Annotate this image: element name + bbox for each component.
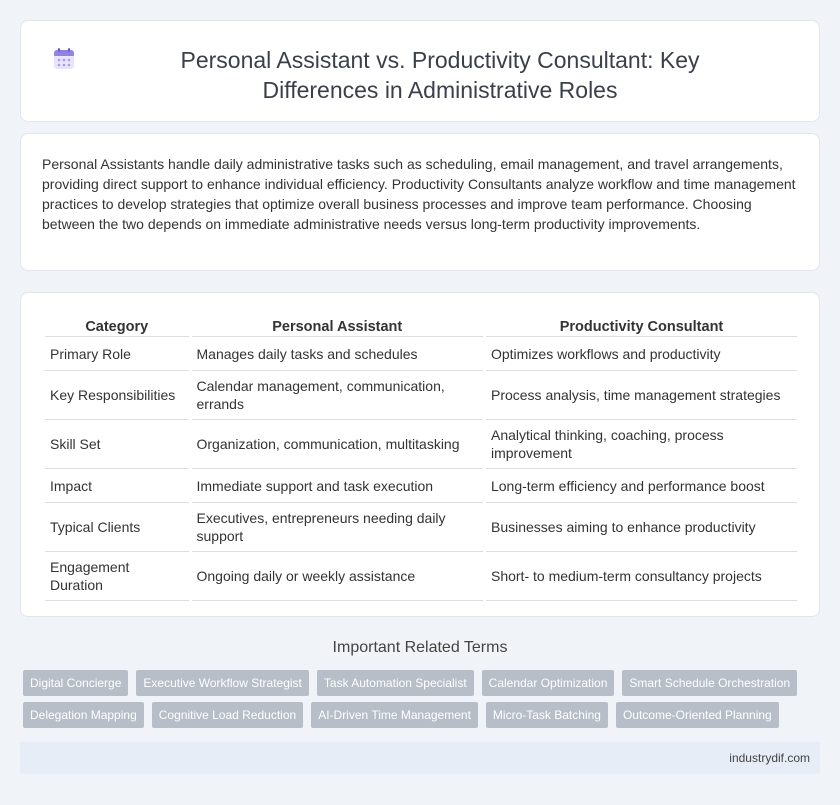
related-term-tag[interactable]: Delegation Mapping: [23, 702, 144, 728]
table-cell: Engagement Duration: [45, 552, 189, 601]
related-term-tag[interactable]: AI-Driven Time Management: [311, 702, 478, 728]
table-cell: Immediate support and task execution: [192, 469, 483, 503]
table-cell: Process analysis, time management strategies: [486, 371, 797, 420]
footer-site-link[interactable]: industrydif.com: [729, 751, 810, 765]
table-cell: Skill Set: [45, 420, 189, 469]
table-row: [45, 371, 797, 420]
related-terms-list: [23, 670, 813, 734]
table-row: [45, 503, 797, 552]
header-card: [20, 20, 820, 122]
related-term-tag[interactable]: Digital Concierge: [23, 670, 128, 696]
related-term-tag[interactable]: Outcome-Oriented Planning: [616, 702, 779, 728]
related-term-tag[interactable]: Executive Workflow Strategist: [136, 670, 309, 696]
table-row: [45, 469, 797, 503]
table-cell: Primary Role: [45, 337, 189, 371]
table-cell: Calendar management, communication, errands: [192, 371, 483, 420]
table-header-row: [45, 315, 797, 337]
table-cell: Organization, communication, multitasking: [192, 420, 483, 469]
table-row: [45, 552, 797, 601]
table-cell: Manages daily tasks and schedules: [192, 337, 483, 371]
table-cell: Long-term efficiency and performance boost: [486, 469, 797, 503]
table-cell: Short- to medium-term consultancy projects: [486, 552, 797, 601]
table-cell: Executives, entrepreneurs needing daily support: [192, 503, 483, 552]
related-terms-title: Important Related Terms: [332, 639, 508, 656]
comparison-table-card: [20, 292, 820, 617]
table-cell: Optimizes workflows and productivity: [486, 337, 797, 371]
column-header: Productivity Consultant: [486, 315, 797, 337]
column-header: Category: [45, 315, 189, 337]
related-term-tag[interactable]: Micro-Task Batching: [486, 702, 608, 728]
related-term-tag[interactable]: Task Automation Specialist: [317, 670, 474, 696]
intro-paragraph: Personal Assistants handle daily administrative tasks such as scheduling, email management, and travel arrangements, providing direct support to enhance individual efficiency. Productivity Consultants analyze workflow and time management practices to develop strategies that optimize overall business processes and improve team performance. Choosing between the two depends on immediate administrative needs versus long-term productivity improvements.: [42, 156, 796, 232]
related-term-tag[interactable]: Smart Schedule Orchestration: [622, 670, 797, 696]
intro-card: [20, 133, 820, 271]
page-title-text: Personal Assistant vs. Productivity Consultant: Key Differences in Administrative Roles: [180, 47, 700, 103]
table-cell: Analytical thinking, coaching, process improvement: [486, 420, 797, 469]
related-term-tag[interactable]: Calendar Optimization: [482, 670, 615, 696]
table-row: [45, 420, 797, 469]
table-cell: Ongoing daily or weekly assistance: [192, 552, 483, 601]
table-cell: Businesses aiming to enhance productivity: [486, 503, 797, 552]
page-title: [21, 45, 819, 105]
comparison-table: [42, 315, 800, 601]
table-cell: Typical Clients: [45, 503, 189, 552]
table-row: [45, 337, 797, 371]
table-cell: Key Responsibilities: [45, 371, 189, 420]
related-term-tag[interactable]: Cognitive Load Reduction: [152, 702, 303, 728]
table-cell: Impact: [45, 469, 189, 503]
column-header: Personal Assistant: [192, 315, 483, 337]
footer-bar: [20, 742, 820, 774]
